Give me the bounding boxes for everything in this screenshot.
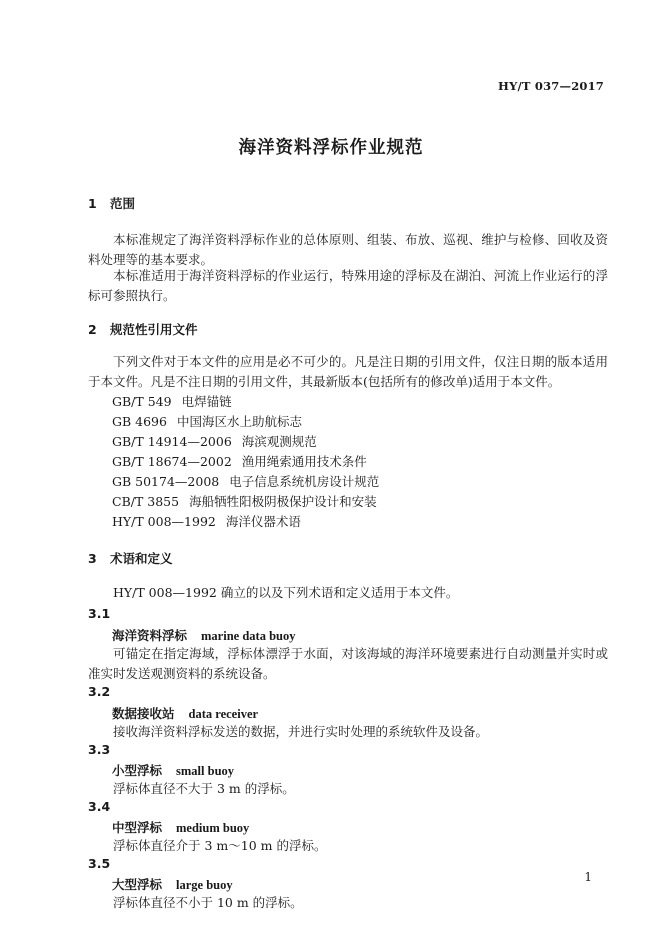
term-name bbox=[112, 875, 233, 893]
reference-title: 海洋仪器术语 bbox=[225, 514, 301, 529]
term-name bbox=[112, 704, 258, 722]
term-name-en: small buoy bbox=[176, 764, 235, 778]
paragraph: 本标准适用于海洋资料浮标的作业运行，特殊用途的浮标及在湖泊、河流上作业运行的浮标可参照执行。 bbox=[88, 268, 608, 303]
reference-code: GB/T 14914—2006 bbox=[112, 434, 232, 449]
reference-item bbox=[112, 492, 377, 510]
section-title: 范围 bbox=[110, 196, 136, 211]
term-number: 3.5 bbox=[88, 856, 111, 871]
section-number: 1 bbox=[88, 196, 97, 211]
reference-title: 渔用绳索通用技术条件 bbox=[241, 454, 367, 469]
section-title: 规范性引用文件 bbox=[110, 322, 198, 337]
reference-item bbox=[112, 392, 232, 410]
page-title: 海洋资料浮标作业规范 bbox=[238, 138, 424, 158]
reference-title: 海滨观测规范 bbox=[241, 434, 317, 449]
paragraph: 下列文件对于本文件的应用是必不可少的。凡是注日期的引用文件，仅注日期的版本适用于本文件。凡是不注日期的引用文件，其最新版本(包括所有的修改单)适用于本文件。 bbox=[88, 354, 608, 389]
paragraph: HY/T 008—1992 确立的以及下列术语和定义适用于本文件。 bbox=[113, 585, 459, 600]
page-number: 1 bbox=[584, 870, 592, 884]
term-definition: 可锚定在指定海域，浮标体漂浮于水面，对该海域的海洋环境要素进行自动测量并实时或准实时发送观测资料的系统设备。 bbox=[88, 646, 608, 681]
term-name bbox=[112, 818, 249, 836]
reference-code: GB 4696 bbox=[112, 414, 167, 429]
reference-title: 海船牺牲阳极阴极保护设计和安装 bbox=[189, 494, 377, 509]
term-number: 3.3 bbox=[88, 742, 111, 757]
section-title: 术语和定义 bbox=[110, 551, 173, 566]
reference-item bbox=[112, 472, 379, 490]
term-definition: 浮标体直径不小于 10 m 的浮标。 bbox=[113, 895, 303, 910]
term-name-zh: 中型浮标 bbox=[112, 820, 163, 835]
term-definition: 接收海洋资料浮标发送的数据，并进行实时处理的系统软件及设备。 bbox=[113, 724, 489, 739]
reference-code: GB/T 18674—2002 bbox=[112, 454, 232, 469]
term-number: 3.2 bbox=[88, 684, 111, 699]
term-definition: 浮标体直径介于 3 m～10 m 的浮标。 bbox=[113, 838, 327, 853]
term-name-en: data receiver bbox=[188, 707, 259, 721]
term-name-zh: 大型浮标 bbox=[112, 877, 163, 892]
reference-code: HY/T 008—1992 bbox=[112, 514, 216, 529]
term-name-en: large buoy bbox=[176, 878, 233, 892]
section-heading-terms-and-definitions bbox=[88, 549, 173, 567]
reference-item bbox=[112, 512, 301, 530]
term-name-zh: 小型浮标 bbox=[112, 763, 163, 778]
term-number: 3.4 bbox=[88, 799, 111, 814]
term-name bbox=[112, 761, 234, 779]
term-name-en: marine data buoy bbox=[201, 629, 296, 643]
term-definition: 浮标体直径不大于 3 m 的浮标。 bbox=[113, 781, 295, 796]
reference-code: GB/T 549 bbox=[112, 394, 172, 409]
standard-code: HY/T 037—2017 bbox=[498, 79, 604, 93]
term-name bbox=[112, 626, 295, 644]
section-heading-scope bbox=[88, 194, 135, 212]
paragraph: 本标准规定了海洋资料浮标作业的总体原则、组装、布放、巡视、维护与检修、回收及资料处理等的基本要求。 bbox=[88, 232, 608, 267]
reference-title: 电焊锚链 bbox=[181, 394, 232, 409]
section-heading-normative-references bbox=[88, 320, 198, 338]
reference-code: GB 50174—2008 bbox=[112, 474, 220, 489]
term-name-zh: 海洋资料浮标 bbox=[112, 628, 188, 643]
term-number: 3.1 bbox=[88, 606, 111, 621]
reference-title: 中国海区水上助航标志 bbox=[176, 414, 302, 429]
reference-item bbox=[112, 412, 302, 430]
section-number: 2 bbox=[88, 322, 97, 337]
reference-code: CB/T 3855 bbox=[112, 494, 180, 509]
reference-item bbox=[112, 432, 317, 450]
term-name-en: medium buoy bbox=[176, 821, 250, 835]
term-name-zh: 数据接收站 bbox=[112, 706, 175, 721]
reference-title: 电子信息系统机房设计规范 bbox=[229, 474, 380, 489]
reference-item bbox=[112, 452, 367, 470]
section-number: 3 bbox=[88, 551, 97, 566]
